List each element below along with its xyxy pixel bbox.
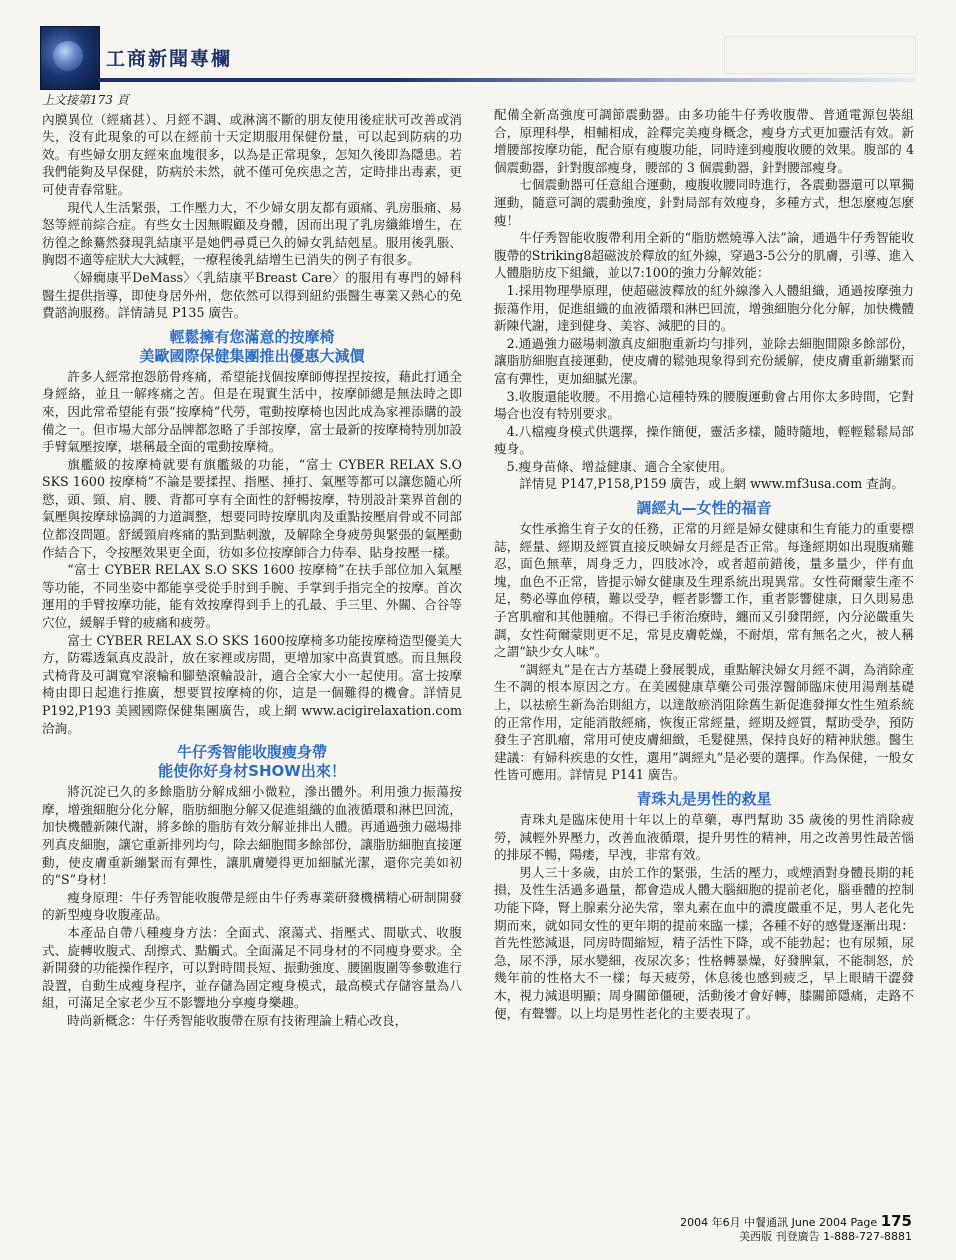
article-paragraph: 現代人生活緊張，工作壓力大，不少婦女朋友都有頭痛、乳房脹痛、易怒等經前綜合症。有些女士因無暇顧及身體，因而出現了乳房纖維增生，在彷徨之餘驀然發現乳結康平是她們尋覓已久的婦女乳結剋星。服用後乳脹、胸悶不適等症狀大大減輕，一療程後乳結增生已消失的例子有很多。	[42, 199, 462, 268]
article-paragraph: 七個震動器可任意組合運動，瘦腹收腰同時進行，各震動器還可以單獨運動，隨意可調的震動強度，針對局部有效瘦身，多種方式，想怎麼瘦怎麼瘦！	[494, 177, 914, 228]
article-paragraph: 本產品自帶八種瘦身方法：全面式、滾蕩式、指壓式、間歇式、收腹式、旋轉收腹式、刮擦式、點觸式。全面滿足不同身材的不同瘦身要求。全新開發的功能操作程序，可以對時間長短、振動強度、腰圍腹圍等參數進行設置，自動生成瘦身程序，並存儲為固定瘦身模式，最高模式存儲容量為八組，可滿足全家老少互不影響地分享瘦身樂趣。	[42, 924, 462, 1011]
article-paragraph: 富士 CYBER RELAX S.O SKS 1600按摩椅多功能按摩椅造型優美大方，防霉透氣真皮設計，放在家裡或房間，更增加家中高貴質感。而且無段式椅背及可調寬窄滾輪和腳墊滾輪設計，適合全家大小一起使用。富士按摩椅由即日起進行推廣，想要買按摩椅的你，這是一個難得的機會。詳情見 P192,P193 美國國際保健集團廣告，或上網 www.acigirelaxation.com 洽詢。	[42, 632, 462, 736]
continued-note: 上文接第173 頁	[42, 93, 129, 107]
right-column	[494, 106, 914, 1022]
left-column	[42, 92, 462, 1030]
article-paragraph: 許多人經常抱怨筋骨疼痛，希望能找個按摩師傅捏捏按按，藉此打通全身經絡，並且一解疼痛之苦。但是在現實生活中，按摩師總是無法時之即來，因此常希望能有張“按摩椅”代勞，電動按摩椅也因此成為家裡添購的設備之一。但市場大部分品牌都忽略了手部按摩，富士最新的按摩椅特別加設手臂氣壓按摩，堪稱最全面的電動按摩椅。	[42, 368, 462, 455]
massage-chair-heading: 輕鬆擁有您滿意的按摩椅 美歐國際保健集團推出優惠大減價	[139, 327, 365, 365]
article-paragraph: 旗艦級的按摩椅就要有旗艦級的功能，“富士 CYBER RELAX S.O SKS 1600 按摩椅”不論是要揉捏、指壓、捶打、氣壓等都可以讓您隨心所慾，頭、頸、肩、腰、背都可享有全面性的舒暢按摩，特別設計業界首創的氣壓與按摩球協調的力道調整，想要同時按摩肌肉及重點按壓肩骨或不同部位都沒問題。舒緩頸肩疼痛的點到點刺激，及解除全身疲勞與緊張的氣壓動作結合下，令按壓效果更全面，彷如多位按摩師合力侍奉、貼身按壓一樣。	[42, 456, 462, 560]
footer-ad-line: 美西版 刊登廣告 1-888-727-8881	[739, 1230, 912, 1243]
article-paragraph: 時尚新概念：牛仔秀智能收腹帶在原有技術理論上精心改良，	[67, 1012, 408, 1028]
list-item: 5.瘦身苗條、增益健康、適合全家使用。	[506, 458, 733, 474]
menstrual-pill-heading: 調經丸—女性的福音	[636, 499, 772, 518]
list-item: 3.收腹還能收腰。不用擔心這種特殊的腰腹運動會占用你太多時間，它對場合也沒有特別要求。	[494, 388, 914, 422]
mens-pill-heading: 青珠丸是男性的救星	[636, 789, 772, 808]
article-paragraph: 配備全新高強度可調節震動器。由多功能牛仔秀收腹帶、普通電源包裝組合，原理科學，相輔相成，詮釋完美瘦身概念，瘦身方式更加靈活有效。新增腰部按摩功能，配合原有瘦腹功能，同時達到瘦腹收腰的效果。腹部的 4 個震動器，針對腹部瘦身，腰部的 3 個震動器，針對腰部瘦身。	[494, 107, 914, 175]
article-paragraph: “調經丸”是在古方基礎上發展製成，重點解決婦女月經不調，為消除產生不調的根本原因之方。在美國健康草藥公司張淳醫師臨床使用湯劑基礎上，以祛瘀生新為治則組方，以達散瘀消阻除舊生新促進發揮女性生殖系統的正常作用，定能消散經痛，恢復正常經量，經期及經質，幫助受孕，預防發生子宮肌瘤，常用可使皮膚細緻，毛髮健黑，保持良好的精神狀態。醫生建議：有婦科疾患的女性，選用“調經丸”是必要的選擇。作為保健，一般女性皆可應用。詳情見 P141 廣告。	[494, 661, 914, 783]
article-paragraph: 男人三十多歲，由於工作的緊張，生活的壓力，或煙酒對身體長期的耗損，及性生活過多過量，都會造成人體大腦細胞的提前老化，腦垂體的控制功能下降，腎上腺素分泌失常，睾丸素在血中的濃度嚴重不足，男人老化先期而來，就如同女性的更年期的提前來臨一樣，各種不好的感覺逐漸出現：首先性慾減退，同房時間縮短，精子活性下降，或不能勃起；也有尿頻，尿急，尿不淨，尿水變細，夜尿次多；性格轉暴燥，好發脾氣，不能制怒，於幾年前的性格大不一樣；每天疲勞，休息後也感到疲乏，早上眼睛干澀發木，視力減退明顯；周身關節僵硬，活動後才會好轉，膝關節隱痛，走路不便，有聲響。以上均是男性老化的主要表現了。	[494, 864, 914, 1021]
article-paragraph: 將沉淀已久的多餘脂肪分解成細小微粒，滲出體外。利用強力振蕩按摩，增強細胞分化分解，脂肪細胞分解又促進組織的血液循環和淋巴回流，加快機體新陳代謝，將多餘的脂肪有效分解並排出人體。再通過強力磁場排列真皮細胞，讓它重新排列均勻，除去細胞間多餘部份，讓脂肪細胞直接運動，使皮膚重新繃緊而有彈性，讓肌膚變得更加細膩光潔，還你完美如初的“S”身材！	[42, 784, 462, 888]
article-paragraph: 青珠丸是臨床使用十年以上的草藥，專門幫助 35 歲後的男性消除疲勞，減輕外界壓力，改善血液循環，提升男性的精神，用之改善男性最苦惱的排尿不暢，陽痿，早洩，非常有效。	[494, 811, 914, 863]
article-paragraph: 瘦身原理：牛仔秀智能收腹帶是經由牛仔秀專業研發機構精心研制開發的新型瘦身收腹產品。	[42, 889, 462, 923]
footer-issue-line: 2004 年6月 中餐通訊 June 2004 Page 175	[680, 1212, 912, 1230]
page-number: 175	[880, 1212, 912, 1230]
page-footer	[680, 1214, 912, 1244]
header-rule	[98, 78, 916, 82]
article-paragraph: 內膜異位（經痛甚）、月經不調、或淋漓不斷的朋友使用後症狀可改善或消失，沒有此現象的可以在經前十天定期服用保健份量，可以起到防病的功效。有些婦女朋友經來血塊很多，以為是正常現象，怎知久後即為隱患。若我們能夠及早保健，防病於未然，就不僅可免疾患之苦，定時排出毒素，更可使青春常駐。	[42, 111, 462, 197]
bleed-through-shadow	[724, 36, 916, 74]
column-title: 工商新聞專欄	[106, 48, 233, 70]
column-header	[40, 26, 916, 96]
list-item: 4.八檔瘦身模式供選擇，操作簡便，靈活多樣，隨時隨地，輕輕鬆鬆局部瘦身。	[494, 423, 914, 457]
globe-logo-icon	[40, 26, 100, 90]
slimming-belt-heading: 牛仔秀智能收腹瘦身帶 能使你好身材SHOW出來！	[158, 743, 346, 781]
list-item: 2.通過強力磁場刺激真皮細胞重新均勻排列，並除去細胞間隙多餘部份，讓脂肪細胞直接運動，使皮膚的鬆弛現象得到充份緩解，使皮膚重新繃緊而富有彈性，更加細膩光潔。	[494, 335, 914, 386]
article-paragraph: 牛仔秀智能收腹帶利用全新的“脂肪燃燒導入法”論，通過牛仔秀智能收腹帶的Striking8超磁波於釋放的紅外線，穿過3-5公分的肌膚，引導、進入人體脂肪皮下組織，並以7:100的強力分解效能：	[494, 230, 914, 281]
article-paragraph: “富士 CYBER RELAX S.O SKS 1600 按摩椅”在扶手部位加入氣壓等功能，不同坐姿中都能享受從手肘到手腕、手掌到手指完全的按摩。首次運用的手臂按摩功能，能有效按摩得到手上的孔最、手三里、外關、合谷等穴位，緩解手臂的疲痛和疲勞。	[42, 562, 462, 631]
contact-line: 詳情見 P147,P158,P159 廣告，或上網 www.mf3usa.com 查詢。	[519, 476, 904, 492]
article-paragraph: 女性承擔生育子女的任務，正常的月經是婦女健康和生育能力的重要標誌，經量、經期及經質直接反映婦女月經是否正常。每逢經期如出現腹痛難忍，面色無華，周身乏力，四肢冰冷，或者超前錯後，量多量少，伴有血塊，血色不正常，皆提示婦女健康及生理系統出現異常。女性荷爾蒙生產不足，勢必導血停積，難以受孕，輕者影響工作，重者影響健康，日久則易患子宮肌瘤和其他腫瘤。不得已手術治療時，纏而又引發閉經，內分泌嚴重失調，女性荷爾蒙則更不足，常見皮膚乾燥，不耐煩，常有無名之火，被人稱之謂“缺少女人味”。	[494, 521, 914, 660]
article-paragraph: 〈婦癇康平DeMass〉〈乳結康平Breast Care〉的服用有專門的婦科醫生提供指導，即使身居外州，您依然可以得到紐約張醫生專業又熱心的免費諮詢服務。詳情請見 P135 廣告。	[42, 269, 462, 321]
list-item: 1.採用物理學原理，使超磁波釋放的紅外線滲入人體組織，通過按摩強力振蕩作用，促進組織的血液循環和淋巴回流，增強細胞分化分解，加快機體新陳代謝，達到健身、美容、減肥的目的。	[494, 282, 914, 334]
